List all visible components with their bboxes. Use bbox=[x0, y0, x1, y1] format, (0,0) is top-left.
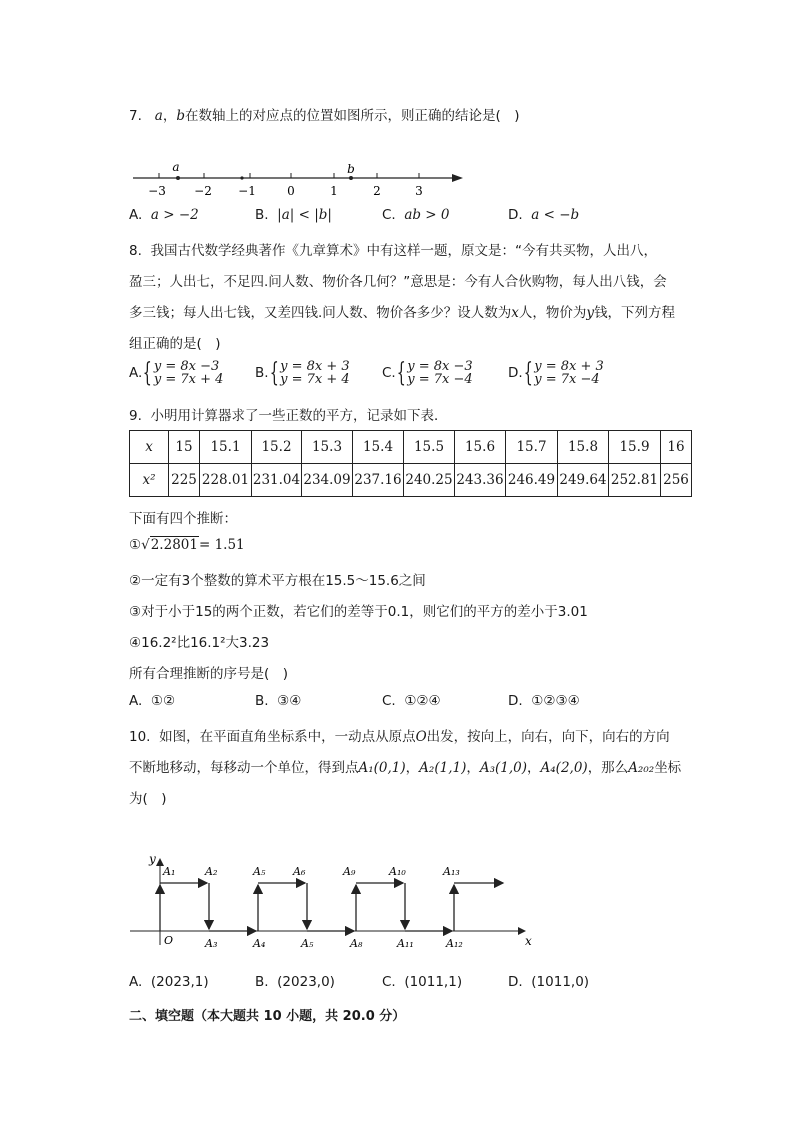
point-label: A₄ bbox=[253, 937, 266, 950]
q7-var-a: a bbox=[154, 108, 163, 124]
q10-option-c[interactable]: C. (1011,1) bbox=[382, 974, 463, 990]
point-label: A₃ bbox=[205, 937, 218, 950]
point-a-label: a bbox=[172, 160, 180, 174]
tick-label: −2 bbox=[194, 184, 212, 198]
q8-number: 8. bbox=[129, 243, 142, 259]
q9-ask: 所有合理推断的序号是( ) bbox=[129, 666, 289, 682]
point-label: A₆ bbox=[293, 865, 306, 878]
brace-icon: { bbox=[396, 358, 406, 388]
q9-intro: 下面有四个推断： bbox=[129, 511, 237, 527]
q7-option-d[interactable]: D. a < −b bbox=[508, 207, 580, 223]
point-label: A₁₀ bbox=[389, 865, 406, 878]
table-cell: 243.36 bbox=[455, 464, 506, 497]
q8-line1: 8. 我国古代数学经典著作《九章算术》中有这样一题，原文是：“今有共买物，人出八， bbox=[129, 243, 657, 259]
x-axis-label: x bbox=[525, 934, 532, 948]
table-cell: 15.6 bbox=[455, 431, 506, 464]
table-cell: 15.9 bbox=[609, 431, 661, 464]
q8-option-b[interactable]: B.{ y = 8x + 3 y = 7x + 4 bbox=[255, 358, 350, 388]
q7-option-c[interactable]: C. ab > 0 bbox=[382, 207, 450, 223]
q7-stem bbox=[129, 104, 520, 124]
q7-option-a[interactable]: A. a > −2 bbox=[129, 207, 199, 223]
q10-number: 10. bbox=[129, 729, 151, 745]
q9-option-c[interactable]: C. ①②④ bbox=[382, 693, 441, 709]
q10-option-d[interactable]: D. (1011,0) bbox=[508, 974, 590, 990]
table-cell: 228.01 bbox=[200, 464, 252, 497]
brace-icon: { bbox=[523, 358, 533, 388]
table-cell: 15.5 bbox=[404, 431, 455, 464]
q10-line1: 10. 如图，在平面直角坐标系中，一动点从原点O出发，按向上，向右，向下，向右的方向 bbox=[129, 729, 670, 745]
q9-option-a[interactable]: A. ①② bbox=[129, 693, 176, 709]
q8-line3: 多三钱；每人出七钱，又差四钱.问人数、物价各多少？设人数为x人，物价为y钱，下列方程 bbox=[129, 305, 676, 321]
table-cell: 249.64 bbox=[558, 464, 609, 497]
q8-option-c[interactable]: C.{ y = 8x −3 y = 7x −4 bbox=[382, 358, 473, 388]
point-label: A₁₁ bbox=[397, 937, 414, 950]
number-line-arrow-icon bbox=[452, 174, 463, 182]
tick-label: 1 bbox=[330, 184, 338, 198]
table-cell: 246.49 bbox=[506, 464, 558, 497]
tick-label: −3 bbox=[148, 184, 166, 198]
table-cell: 225 bbox=[169, 464, 200, 497]
point-b-label: b bbox=[347, 162, 355, 176]
brace-icon: { bbox=[269, 358, 279, 388]
table-cell: 15.1 bbox=[200, 431, 252, 464]
point-label: A₈ bbox=[350, 937, 363, 950]
q10-option-a[interactable]: A. (2023,1) bbox=[129, 974, 209, 990]
table-cell: 15.3 bbox=[302, 431, 353, 464]
table-cell: 231.04 bbox=[252, 464, 302, 497]
tick-label: −1 bbox=[238, 184, 256, 198]
table-cell: 240.25 bbox=[404, 464, 455, 497]
table-row bbox=[130, 464, 692, 497]
q9-option-b[interactable]: B. ③④ bbox=[255, 693, 302, 709]
q9-inference-2: ②一定有3个整数的算术平方根在15.5～15.6之间 bbox=[129, 573, 426, 589]
q10-line3: 为( ) bbox=[129, 791, 167, 807]
q7-number: 7. bbox=[129, 108, 142, 124]
number-line-ticks bbox=[159, 173, 419, 178]
point-a-dot bbox=[176, 176, 180, 180]
q9-number: 9. bbox=[129, 408, 142, 424]
point-minus-one-dot bbox=[240, 176, 243, 179]
table-row-head: x² bbox=[130, 464, 169, 497]
point-label: A₉ bbox=[343, 865, 356, 878]
q9-inference-1: ①√2.2801= 1.51 bbox=[129, 537, 245, 553]
section-title: 二、填空题（本大题共 10 小题，共 20.0 分） bbox=[129, 1009, 406, 1024]
table-cell: 15.8 bbox=[558, 431, 609, 464]
q9-option-d[interactable]: D. ①②③④ bbox=[508, 693, 580, 709]
y-axis-label: y bbox=[149, 852, 156, 866]
table-cell: 16 bbox=[661, 431, 692, 464]
q7-var-b: b bbox=[176, 108, 185, 124]
table-cell: 252.81 bbox=[609, 464, 661, 497]
brace-icon: { bbox=[143, 358, 153, 388]
table-cell: 15.7 bbox=[506, 431, 558, 464]
table-row-head: x bbox=[130, 431, 169, 464]
q7-stem-text: 在数轴上的对应点的位置如图所示，则正确的结论是( ) bbox=[184, 108, 520, 124]
q8-line4: 组正确的是( ) bbox=[129, 336, 221, 352]
q9-inference-3: ③对于小于15的两个正数，若它们的差等于0.1，则它们的平方的差小于3.01 bbox=[129, 604, 588, 620]
q7-option-b[interactable]: B. |a| < |b| bbox=[255, 207, 332, 223]
table-cell: 15.2 bbox=[252, 431, 302, 464]
q8-line2: 盈三；人出七，不足四.问人数、物价各几何？”意思是：今有人合伙购物，每人出八钱，会 bbox=[129, 274, 667, 290]
q9-inference-4: ④16.2²比16.1²大3.23 bbox=[129, 635, 270, 651]
q10-line2: 不断地移动，每移动一个单位，得到点A₁(0,1)，A₂(1,1)，A₃(1,0)，A₄(2,0)，那么A₂₀₂坐标 bbox=[129, 760, 682, 776]
q8-option-d[interactable]: D.{ y = 8x + 3 y = 7x −4 bbox=[508, 358, 604, 388]
point-b-dot bbox=[349, 176, 353, 180]
table-cell: 256 bbox=[661, 464, 692, 497]
tick-label: 2 bbox=[373, 184, 381, 198]
table-cell: 237.16 bbox=[353, 464, 404, 497]
point-label: A₂ bbox=[205, 865, 218, 878]
point-label: A₁₃ bbox=[443, 865, 460, 878]
table-cell: 15 bbox=[169, 431, 200, 464]
table-cell: 15.4 bbox=[353, 431, 404, 464]
sqrt-symbol-icon: √2.2801 bbox=[141, 537, 198, 553]
tick-label: 3 bbox=[415, 184, 423, 198]
point-label: A₁₂ bbox=[446, 937, 463, 950]
movement-path bbox=[160, 883, 503, 931]
squares-table bbox=[129, 430, 692, 497]
tick-label: 0 bbox=[287, 184, 295, 198]
q8-option-a[interactable]: A.{ y = 8x −3 y = 7x + 4 bbox=[129, 358, 224, 388]
q10-graph bbox=[125, 845, 545, 955]
table-row bbox=[130, 431, 692, 464]
q9-stem: 9. 小明用计算器求了一些正数的平方，记录如下表． bbox=[129, 408, 448, 424]
table-cell: 234.09 bbox=[302, 464, 353, 497]
q7-number-line bbox=[125, 158, 470, 200]
point-label: A₁ bbox=[163, 865, 176, 878]
q7-sep: ， bbox=[162, 108, 177, 124]
point-label: A₅ bbox=[301, 937, 314, 950]
point-label: A₅ bbox=[253, 865, 266, 878]
origin-label: O bbox=[164, 934, 174, 947]
q10-option-b[interactable]: B. (2023,0) bbox=[255, 974, 335, 990]
